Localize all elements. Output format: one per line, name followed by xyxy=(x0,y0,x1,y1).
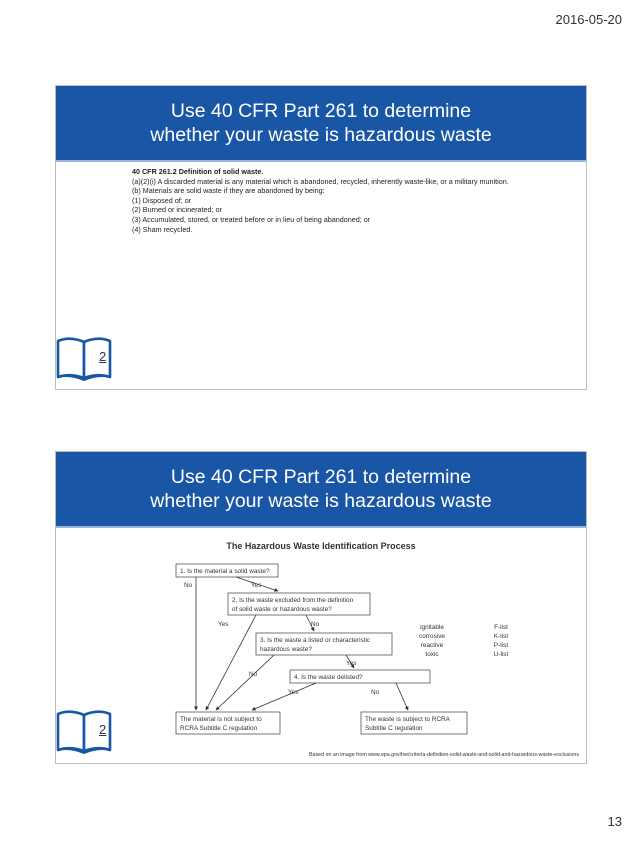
list-item: U-list xyxy=(493,651,509,658)
definition-line: (2) Burned or incinerated; or xyxy=(132,205,222,215)
label-q4-no: No xyxy=(371,689,380,696)
slide-1-title-banner xyxy=(56,86,586,160)
definition-line: (1) Disposed of; or xyxy=(132,195,192,205)
label-q2-yes: Yes xyxy=(218,621,229,628)
q2-text-2: of solid waste or hazardous waste? xyxy=(232,606,332,613)
label-q3-no: No xyxy=(249,671,258,678)
list-item: P-list xyxy=(493,642,509,649)
slide-1 xyxy=(55,85,587,390)
slide-1-title-line-2: whether your waste is hazardous waste xyxy=(150,124,492,146)
page-number: 13 xyxy=(607,814,622,829)
banner-divider xyxy=(56,160,586,162)
characteristic-item: reactive xyxy=(420,642,444,649)
q3-text-2: hazardous waste? xyxy=(260,646,312,653)
slide-2-title-banner xyxy=(56,452,586,526)
result-not-text-1: The material is not subject to xyxy=(180,716,262,723)
image-credit: Based on an image from www.epa.gov/hw/criteria-definition-solid-waste-and-solid-and-hazardous-waste-exclusions xyxy=(309,752,579,758)
definition-line: (3) Accumulated, stored, or treated before or in lieu of being abandoned; or xyxy=(132,214,371,224)
definition-line: (b) Materials are solid waste if they are abandoned by being: xyxy=(132,186,325,196)
label-q3-yes: Yes xyxy=(346,660,357,667)
slide-2-title-line-1: Use 40 CFR Part 261 to determine xyxy=(170,466,472,488)
book-number: 2 xyxy=(99,349,107,364)
characteristic-item: toxic xyxy=(425,651,439,658)
label-q1-no: No xyxy=(184,582,193,589)
arrow-q4-no xyxy=(396,683,408,710)
slide-1-title-line-1: Use 40 CFR Part 261 to determine xyxy=(170,100,472,122)
label-q2-no: No xyxy=(311,621,320,628)
hazardous-waste-flowchart xyxy=(156,560,509,740)
list-item: F-list xyxy=(494,624,508,631)
list-item: K-list xyxy=(493,633,509,640)
open-book-icon xyxy=(56,333,112,383)
characteristic-item: corrosive xyxy=(419,633,445,640)
result-yes-text-1: The waste is subject to RCRA xyxy=(365,716,450,723)
book-number: 2 xyxy=(99,722,107,737)
arrow-q3-no xyxy=(216,655,274,710)
q2-text-1: 2. Is the waste excluded from the definition xyxy=(232,597,354,604)
definition-line: (4) Sham recycled. xyxy=(132,224,193,234)
characteristic-item: ignitable xyxy=(420,624,444,631)
slide-2-title-line-2: whether your waste is hazardous waste xyxy=(150,490,492,512)
definition-heading: 40 CFR 261.2 Definition of solid waste. xyxy=(132,167,264,176)
definition-line: (a)(2)(i) A discarded material is any material which is abandoned, recycled, inherently waste-like, or a military munition. xyxy=(132,176,509,186)
slide-2 xyxy=(55,451,587,764)
arrow-q4-yes xyxy=(252,683,316,710)
q4-text: 4. Is the waste delisted? xyxy=(294,674,363,681)
open-book-icon xyxy=(56,706,112,756)
q3-text-1: 3. Is the waste a listed or characteristic xyxy=(260,637,371,644)
date-stamp: 2016-05-20 xyxy=(555,12,622,27)
definition-text xyxy=(132,167,582,234)
result-yes-text-2: Subtitle C regulation xyxy=(365,725,423,732)
q1-text: 1. Is the material a solid waste? xyxy=(180,568,270,575)
result-not-text-2: RCRA Subtitle C regulation xyxy=(180,725,258,732)
flowchart-title: The Hazardous Waste Identification Process xyxy=(226,541,416,551)
banner-divider xyxy=(56,526,586,528)
label-q4-yes: Yes xyxy=(288,689,299,696)
label-q1-yes: Yes xyxy=(251,582,262,589)
